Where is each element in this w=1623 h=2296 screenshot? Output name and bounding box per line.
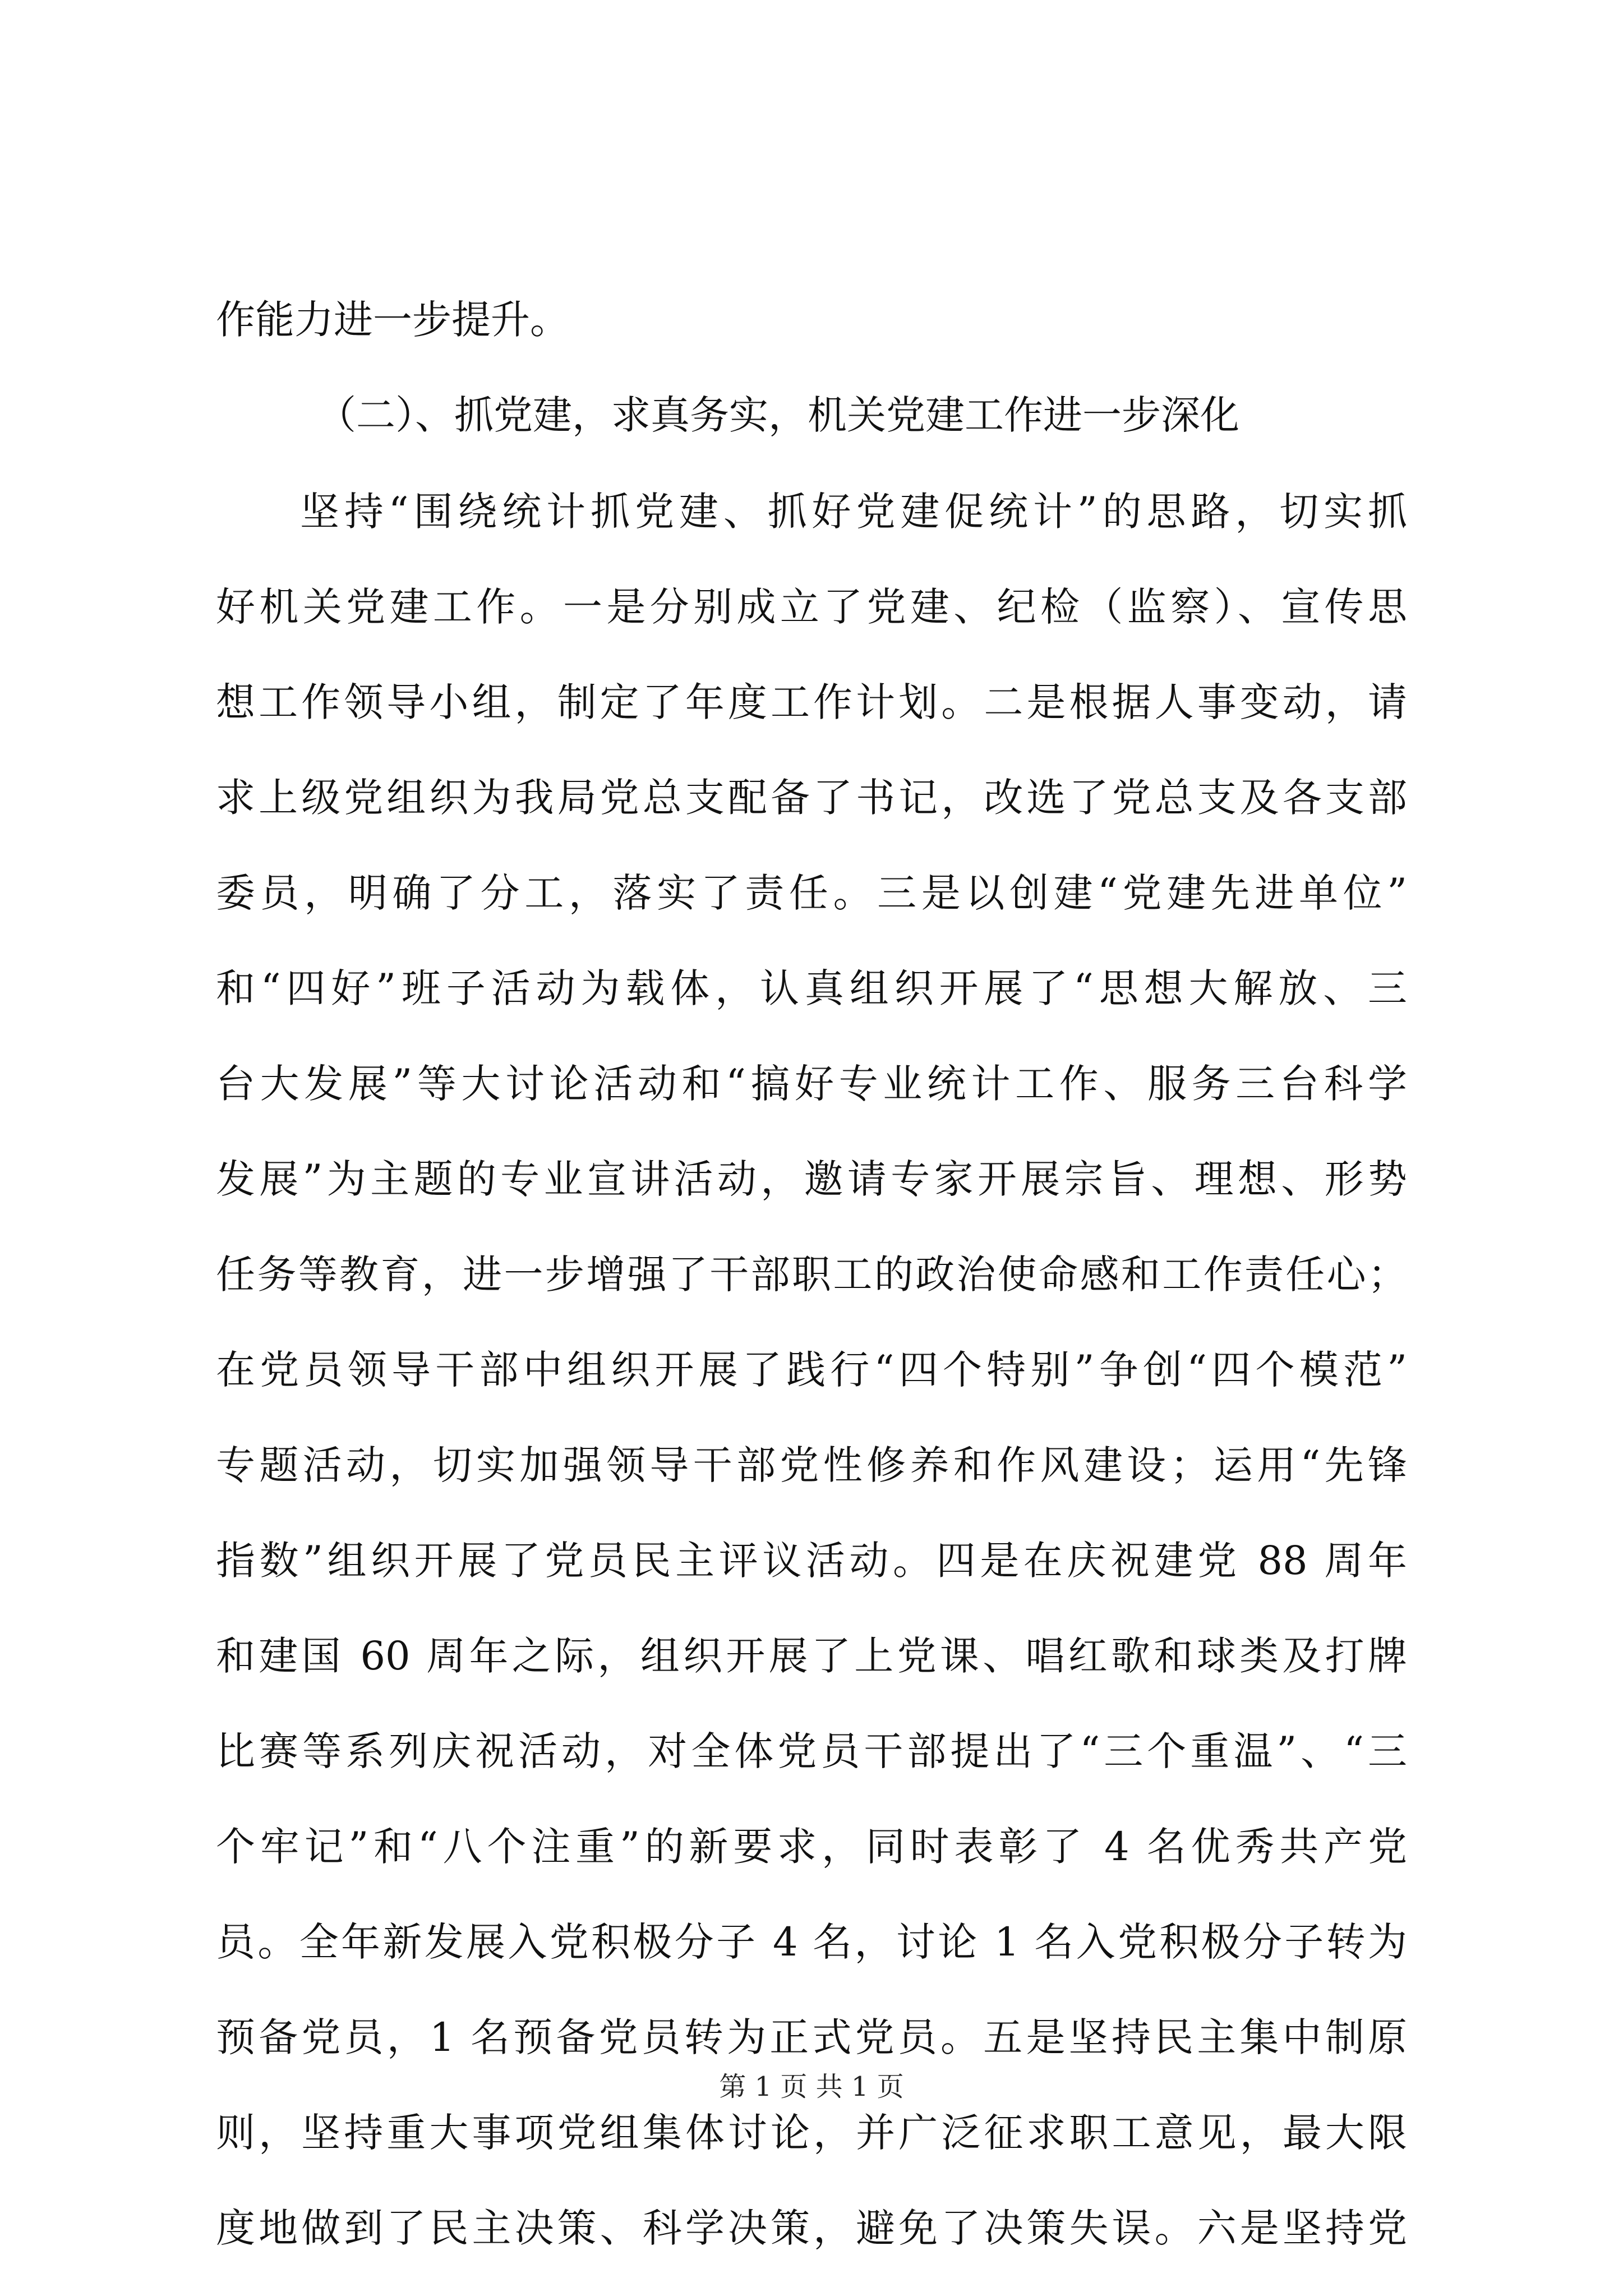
paragraph-line-2: 好机关党建工作。一是分别成立了党建、纪检（监察）、宣传思 [216, 584, 1407, 630]
paragraph-line-15: 个牢记”和“八个注重”的新要求，同时表彰了 4 名优秀共产党 [216, 1824, 1407, 1870]
paragraph-line-8: 发展”为主题的专业宣讲活动，邀请专家开展宗旨、理想、形势 [216, 1156, 1407, 1202]
paragraph-line-10: 在党员领导干部中组织开展了践行“四个特别”争创“四个模范” [216, 1347, 1407, 1393]
paragraph-line-14: 比赛等系列庆祝活动，对全体党员干部提出了“三个重温”、“三 [216, 1728, 1407, 1774]
paragraph-line-1: 坚持“围绕统计抓党建、抓好党建促统计”的思路，切实抓 [300, 489, 1407, 535]
paragraph-line-13: 和建国 60 周年之际，组织开展了上党课、唱红歌和球类及打牌 [216, 1633, 1407, 1679]
paragraph-line-19: 度地做到了民主决策、科学决策，避免了决策失误。六是坚持党 [216, 2205, 1407, 2251]
paragraph-line-3: 想工作领导小组，制定了年度工作计划。二是根据人事变动，请 [216, 679, 1407, 725]
paragraph-line-9: 任务等教育，进一步增强了干部职工的政治使命感和工作责任心； [216, 1251, 1407, 1297]
paragraph-line-6: 和“四好”班子活动为载体，认真组织开展了“思想大解放、三 [216, 965, 1407, 1011]
section-heading: （二）、抓党建，求真务实，机关党建工作进一步深化 [317, 392, 1239, 438]
paragraph-line-7: 台大发展”等大讨论活动和“搞好专业统计工作、服务三台科学 [216, 1061, 1407, 1107]
paragraph-line-11: 专题活动，切实加强领导干部党性修养和作风建设；运用“先锋 [216, 1442, 1407, 1488]
page-footer: 第 1 页 共 1 页 [719, 2071, 904, 2102]
text-line-1: 作能力进一步提升。 [216, 297, 569, 343]
paragraph-line-18: 则，坚持重大事项党组集体讨论，并广泛征求职工意见，最大限 [216, 2110, 1407, 2156]
paragraph-line-12: 指数”组织开展了党员民主评议活动。四是在庆祝建党 88 周年 [216, 1538, 1407, 1584]
paragraph-line-16: 员。全年新发展入党积极分子 4 名，讨论 1 名入党积极分子转为 [216, 1919, 1407, 1965]
paragraph-line-4: 求上级党组织为我局党总支配备了书记，改选了党总支及各支部 [216, 775, 1407, 821]
paragraph-line-17: 预备党员，1 名预备党员转为正式党员。五是坚持民主集中制原 [216, 2014, 1407, 2060]
paragraph-line-5: 委员，明确了分工，落实了责任。三是以创建“党建先进单位” [216, 870, 1407, 916]
